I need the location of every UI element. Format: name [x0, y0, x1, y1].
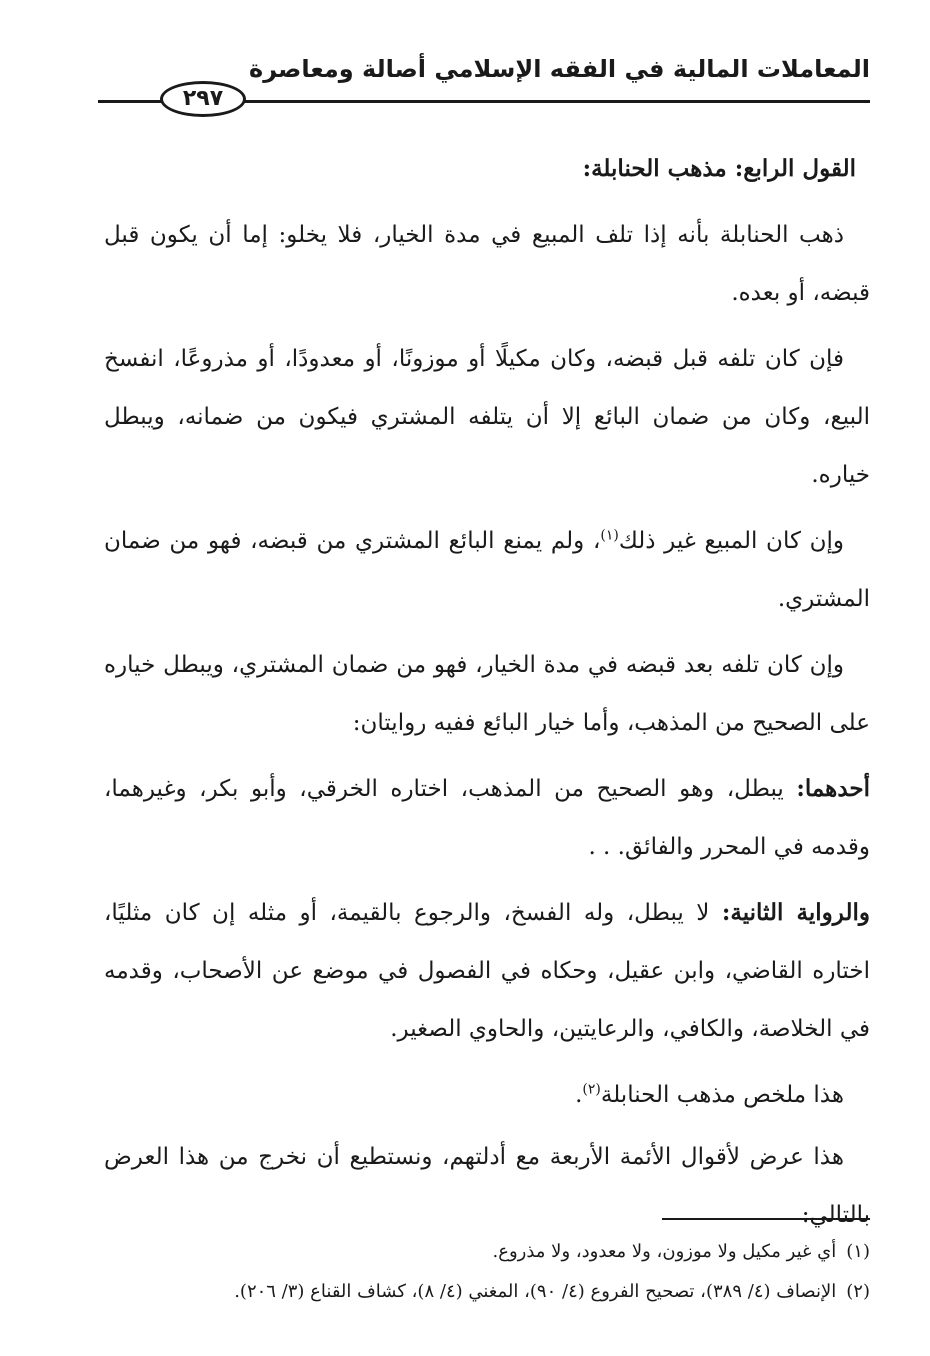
section-heading: القول الرابع: مذهب الحنابلة:	[582, 155, 856, 182]
paragraph-1-text: ذهب الحنابلة بأنه إذا تلف المبيع في مدة الخيار، فلا يخلو: إما أن يكون قبل قبضه، أو بعده.	[104, 222, 870, 306]
footnote-2-number: (٢)	[846, 1281, 870, 1302]
page-body	[104, 140, 870, 1252]
paragraph-7-text-before: هذا ملخص مذهب الحنابلة	[600, 1082, 844, 1108]
footnote-1	[104, 1232, 870, 1272]
paragraph-3-text-after: ، ولم يمنع البائع المشتري من قبضه، فهو من ضمان المشتري.	[104, 528, 870, 612]
paragraph-7	[104, 1066, 870, 1124]
paragraph-8-text: هذا عرض لأقوال الأئمة الأربعة مع أدلتهم، ونستطيع أن نخرج من هذا العرض بالتالي:	[104, 1144, 870, 1228]
paragraph-2-text: فإن كان تلفه قبل قبضه، وكان مكيلًا أو موزونًا، أو معدودًا، أو مذروعًا، انفسخ البيع، وكان من ضمان البائع إلا أن يتلفه المشتري فيكون من ضمانه، ويبطل خياره.	[104, 346, 870, 488]
paragraph-4-text: وإن كان تلفه بعد قبضه في مدة الخيار، فهو من ضمان المشتري، ويبطل خياره على الصحيح من المذهب، وأما خيار البائع ففيه روايتان:	[104, 652, 870, 736]
paragraph-5	[104, 760, 870, 876]
paragraph-2	[104, 330, 870, 504]
footnote-ref-1[interactable]: (١)	[600, 527, 619, 544]
footnote-2-text: الإنصاف (٤/ ٣٨٩)، تصحيح الفروع (٤/ ٩٠)، المغني (٤/ ٨)، كشاف القناع (٣/ ٢٠٦).	[234, 1281, 837, 1302]
paragraph-5-lead: أحدهما:	[796, 775, 870, 802]
footnotes	[104, 1232, 870, 1312]
page-number: ٢٩٧	[160, 81, 246, 117]
footnote-1-text: أي غير مكيل ولا موزون، ولا معدود، ولا مذروع.	[492, 1241, 837, 1262]
footnote-ref-2[interactable]: (٢)	[582, 1081, 601, 1098]
paragraph-3-text-before: وإن كان المبيع غير ذلك	[618, 528, 844, 554]
paragraph-7-text-after: .	[575, 1082, 583, 1108]
paragraph-3	[104, 512, 870, 628]
paragraph-4	[104, 636, 870, 752]
footnote-1-number: (١)	[846, 1241, 870, 1262]
running-header-title: المعاملات المالية في الفقه الإسلامي أصالة ومعاصرة	[249, 55, 870, 83]
footnote-separator	[662, 1218, 870, 1220]
footnote-2	[104, 1272, 870, 1312]
paragraph-5-text: يبطل، وهو الصحيح من المذهب، اختاره الخرقي، وأبو بكر، وغيرهما، وقدمه في المحرر والفائق. . .	[104, 776, 870, 860]
paragraph-6-text: لا يبطل، وله الفسخ، والرجوع بالقيمة، أو مثله إن كان مثليًا، اختاره القاضي، وابن عقيل، وحكاه في الفصول في موضع عن الأصحاب، وقدمه في الخلاصة، والكافي، والرعايتين، والحاوي الصغير.	[104, 900, 870, 1042]
paragraph-6	[104, 884, 870, 1058]
paragraph-6-lead: والرواية الثانية:	[721, 899, 870, 926]
paragraph-8	[104, 1128, 870, 1244]
paragraph-1	[104, 206, 870, 322]
